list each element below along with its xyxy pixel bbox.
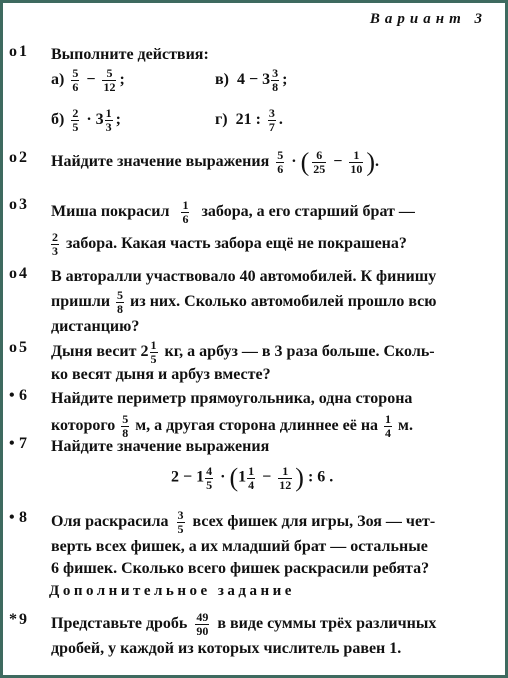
subtask-label: г) (215, 111, 228, 129)
extra-task-title: Дополнительное задание (49, 583, 295, 599)
task-number: 6 (19, 387, 27, 404)
subtask-label: б) (51, 111, 65, 129)
subtask-v: в) 4 − 3 $\frac{3}{8}$ ; (215, 66, 288, 94)
task-text: Оля раскрасила $\frac{3}{5}$ всех фишек для игры, Зоя — чет- верть всех фишек, а их младший брат — остальные 6 фишек. Сколько всего фишек раскрасили ребята? (51, 508, 436, 577)
dot-marker-icon: • (9, 435, 15, 452)
task-number: 2 (19, 149, 27, 166)
task-text: Представьте дробь $\frac{49}{90}$ в виде суммы трёх различных дробей, у каждой из которых числитель равен 1. (51, 610, 437, 657)
fraction: $\frac{3}{8}$ (272, 66, 279, 94)
fraction: $\frac{1}{12}$ (279, 463, 292, 492)
operator: · (86, 111, 92, 129)
fraction: $\frac{1}{5}$ (150, 338, 157, 366)
fraction: $\frac{2}{5}$ (72, 106, 79, 134)
fraction: $\frac{2}{3}$ (52, 229, 58, 258)
fraction: $\frac{5}{6}$ (72, 66, 79, 94)
task-text: Найдите значение выражения $\frac{5}{6}$ · ( $\frac{6}{25}$ − $\frac{1}{10}$ ). (51, 147, 380, 177)
fraction: $\frac{1}{3}$ (105, 106, 112, 134)
subtask-b: б) $\frac{2}{5}$ · 3 $\frac{1}{3}$ ; (51, 106, 121, 134)
subtask-a: а) $\frac{5}{6}$ − $\frac{5}{12}$ ; (51, 66, 125, 94)
subtask-g: г) 21 : $\frac{3}{7}$ . (215, 106, 283, 134)
variant-header: Вариант 3 (369, 11, 487, 27)
fraction: $\frac{1}{4}$ (248, 463, 255, 492)
task-number: 9 (19, 611, 27, 628)
circle-marker-icon: o (9, 196, 17, 213)
fraction: $\frac{1}{4}$ (385, 412, 392, 440)
circle-marker-icon: o (9, 265, 17, 282)
fraction: $\frac{49}{90}$ (196, 610, 209, 638)
task-number: 5 (19, 339, 27, 356)
operator: − (86, 71, 96, 89)
task-number: 4 (19, 265, 27, 282)
expression: 4 − 3 (236, 71, 271, 89)
task-text: Найдите значение выражения (51, 438, 270, 455)
fraction: $\frac{3}{7}$ (268, 106, 275, 134)
fraction: $\frac{5}{12}$ (103, 66, 116, 94)
star-marker-icon: * (9, 611, 17, 628)
fraction: $\frac{5}{8}$ (117, 288, 124, 316)
task-text: Дыня весит 2 $\frac{1}{5}$ кг, а арбуз — в 3 раза больше. Сколь- ко весят дыня и арбуз вместе? (51, 338, 435, 383)
expression: 21 : (235, 111, 261, 129)
subtask-label: а) (51, 71, 65, 89)
circle-marker-icon: o (9, 339, 17, 356)
dot-marker-icon: • (9, 509, 15, 526)
fraction: $\frac{5}{6}$ (277, 148, 284, 176)
task-number: 7 (19, 435, 27, 452)
task-text: Найдите периметр прямоугольника, одна сторона которого $\frac{5}{8}$ м, а другая сторона длиннее её на $\frac{1}{4}$ м. (51, 390, 413, 440)
fraction: $\frac{1}{6}$ (182, 197, 189, 226)
task-number: 3 (19, 196, 27, 213)
expression: 2 − 1 $\frac{4}{5}$ · (1 $\frac{1}{4}$ − $\frac{1}{12}$ ) : 6 . (171, 463, 334, 492)
fraction: $\frac{4}{5}$ (206, 463, 213, 492)
fraction: $\frac{5}{8}$ (122, 412, 129, 440)
fraction: $\frac{6}{25}$ (313, 148, 326, 176)
task-text: Выполните действия: (51, 46, 209, 63)
fraction: $\frac{3}{5}$ (177, 508, 184, 536)
fraction: $\frac{1}{10}$ (350, 148, 363, 176)
task-number: 1 (19, 43, 27, 60)
subtask-label: в) (215, 71, 229, 89)
dot-marker-icon: • (9, 387, 15, 404)
task-text: Миша покрасил $\frac{1}{6}$ забора, а его старший брат — $\frac{2}{3}$ забора. Какая часть забора ещё не покрашена? (51, 197, 415, 258)
circle-marker-icon: o (9, 43, 17, 60)
task-text: В авторалли участвовало 40 автомобилей. К финишу пришли $\frac{5}{8}$ из них. Сколько автомобилей прошло всю дистанцию? (51, 268, 437, 335)
circle-marker-icon: o (9, 149, 17, 166)
task-number: 8 (19, 509, 27, 526)
